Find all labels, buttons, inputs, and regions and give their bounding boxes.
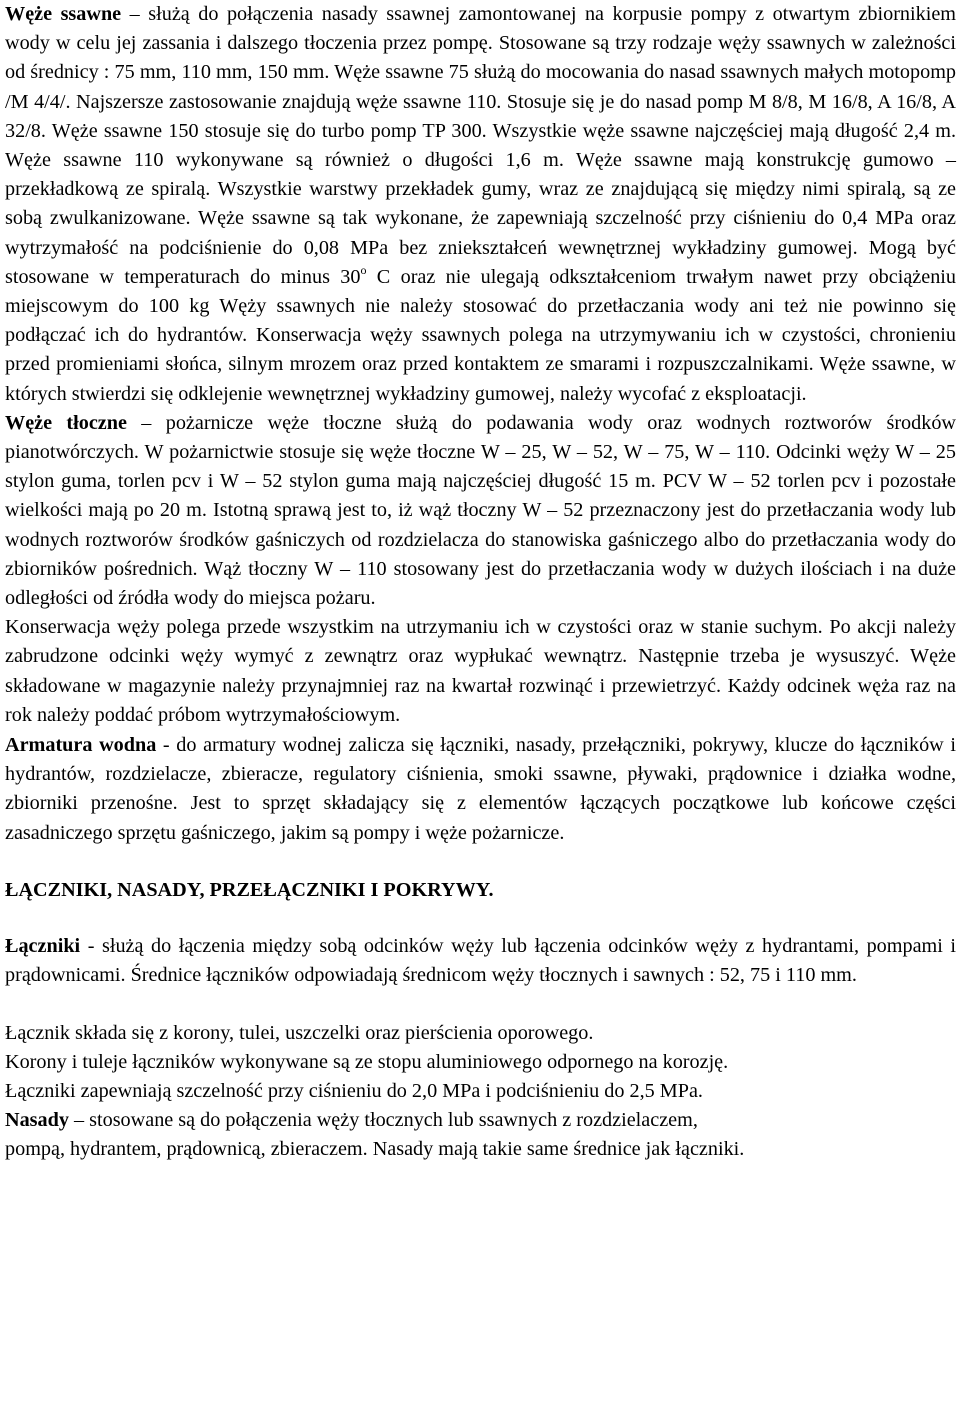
term-weze-tloczne: Węże tłoczne bbox=[5, 411, 127, 434]
paragraph-text: – służą do połączenia nasady ssawnej zamontowanej na korpusie pompy z otwartym zbiornikiem wody w celu jej zassania i dalszego tłoczenia przez pompę. Stosowane są trzy rodzaje węży ssawnych w zależności od średnicy : 75 mm, 110 mm, 150 mm. Węże ssawne 75 służą do mocowania do nasad ssawnych małych motopomp /M 4/4/. Najszersze zastosowanie znajdują węże ssawne 110. Stosuje się je do nasad pomp M 8/8, M 16/8, A 16/8, A 32/8. Węże ssawne 150 stosuje się do turbo pomp TP 300. Wszystkie węże ssawne najczęściej mają długość 2,4 m. Węże ssawne 110 wykonywane są również o długości 1,6 m. Węże ssawne mają konstrukcję gumowo – przekładkową ze spiralą. Wszystkie warstwy przekładek gumy, wraz ze znajdującą się między nimi spiralą, są ze sobą zwulkanizowane. Węże ssawne są tak wykonane, że zapewniają szczelność przy ciśnieniu do 0,4 MPa oraz wytrzymałość na podciśnienie do 0,08 MPa bez zniekształceń wewnętrznej wykładziny gumowej. Mogą być stosowane w temperaturach do minus 30 bbox=[5, 3, 957, 288]
paragraph-armatura bbox=[5, 731, 956, 848]
paragraph-text: – pożarnicze węże tłoczne służą do podawania wody oraz wodnych roztworów środków pianotwórczych. W pożarnictwie stosuje się węże tłoczne W – 25, W – 52, W – 75, W – 110. Odcinki węży W – 25 stylon guma, torlen pcv i W – 52 stylon guma mają najczęściej długość 15 m. PCV W – 52 torlen pcv i pozostałe wielkości mają po 20 m. Istotną sprawą jest to, iż wąż tłoczny W – 52 przeznaczony jest do przetłaczania wody lub wodnych roztworów środków gaśniczych od rozdzielacza do stanowiska gaśniczego albo do przetłaczania wody do zbiorników pośrednich. Wąż tłoczny W – 110 stosowany jest do przetłaczania wody w dużych ilościach i na duże odległości od źródła wody do miejsca pożaru. bbox=[5, 411, 957, 610]
line-nasady-continued: pompą, hydrantem, prądownicą, zbieraczem. Nasady mają takie same średnice jak łączniki. bbox=[5, 1138, 745, 1161]
paragraph-nasady bbox=[5, 1106, 956, 1135]
paragraph-nasady-line2 bbox=[5, 1135, 956, 1164]
paragraph-korony-tuleje bbox=[5, 1048, 956, 1077]
paragraph-text: - do armatury wodnej zalicza się łączniki, nasady, przełączniki, pokrywy, klucze do łączników i hydrantów, rozdzielacze, zbieracze, regulatory ciśnienia, smoki ssawne, pływaki, prądownice i działka wodne, zbiorniki przenośne. Jest to sprzęt składający się z elementów łączących początkowe lub końcowe części zasadniczego sprzętu gaśniczego, jakim są pompy i węże pożarnicze. bbox=[5, 734, 956, 844]
term-nasady: Nasady bbox=[5, 1109, 69, 1132]
term-armatura-wodna: Armatura wodna bbox=[5, 734, 157, 757]
paragraph-weze-ssawne bbox=[5, 0, 956, 409]
heading-text: ŁĄCZNIKI, NASADY, PRZEŁĄCZNIKI I POKRYWY. bbox=[5, 878, 494, 901]
paragraph-lacznik-sklad bbox=[5, 1019, 956, 1048]
paragraph-szczelnosc bbox=[5, 1077, 956, 1106]
degree-mark: o bbox=[360, 262, 367, 277]
paragraph-text: – stosowane są do połączenia węży tłocznych lub ssawnych z rozdzielaczem, bbox=[68, 1109, 698, 1132]
paragraph-text: - służą do łączenia między sobą odcinków węży lub łączenia odcinków węży z hydrantami, pompami i prądownicami. Średnice łączników odpowiadają średnicom węży tłocznych i sawnych : 52, 75 i 110 mm. bbox=[5, 935, 956, 987]
paragraph-text-continued: C oraz nie ulegają odkształceniom trwałym nawet przy obciążeniu miejscowym do 100 kg Węży ssawnych nie należy stosować do przetłaczania wody ani też nie powinno się podłączać ich do hydrantów. Konserwacja węży ssawnych polega na utrzymywaniu ich w czystości, chronieniu przed promieniami słońca, silnym mrozem oraz przed kontaktem ze smarami i rozpuszczalnikami. Węże ssawne, w których stwierdzi się odklejenie wewnętrznej wykładziny gumowej, należy wycofać z eksploatacji. bbox=[5, 265, 957, 405]
paragraph-konserwacja bbox=[5, 613, 956, 730]
term-laczniki: Łączniki bbox=[5, 935, 81, 958]
line-lacznik-sklad: Łącznik składa się z korony, tulei, uszczelki oraz pierścienia oporowego. bbox=[5, 1021, 594, 1044]
paragraph-weze-tloczne bbox=[5, 409, 956, 613]
line-korony-tuleje: Korony i tuleje łączników wykonywane są ze stopu aluminiowego odpornego na korozję. bbox=[5, 1050, 729, 1073]
section-heading bbox=[5, 876, 956, 905]
line-szczelnosc: Łączniki zapewniają szczelność przy ciśnieniu do 2,0 MPa i podciśnieniu do 2,5 MPa. bbox=[5, 1079, 703, 1102]
paragraph-text: Konserwacja węży polega przede wszystkim na utrzymaniu ich w czystości oraz w stanie suchym. Po akcji należy zabrudzone odcinki węży wymyć z zewnątrz oraz wypłukać wewnątrz. Następnie trzeba je wysuszyć. Węże składowane w magazynie należy przynajmniej raz na kwartał rozwinąć i przewietrzyć. Każdy odcinek węża raz na rok należy poddać próbom wytrzymałościowym. bbox=[5, 616, 956, 726]
term-weze-ssawne: Węże ssawne bbox=[5, 3, 122, 25]
paragraph-laczniki bbox=[5, 932, 956, 990]
